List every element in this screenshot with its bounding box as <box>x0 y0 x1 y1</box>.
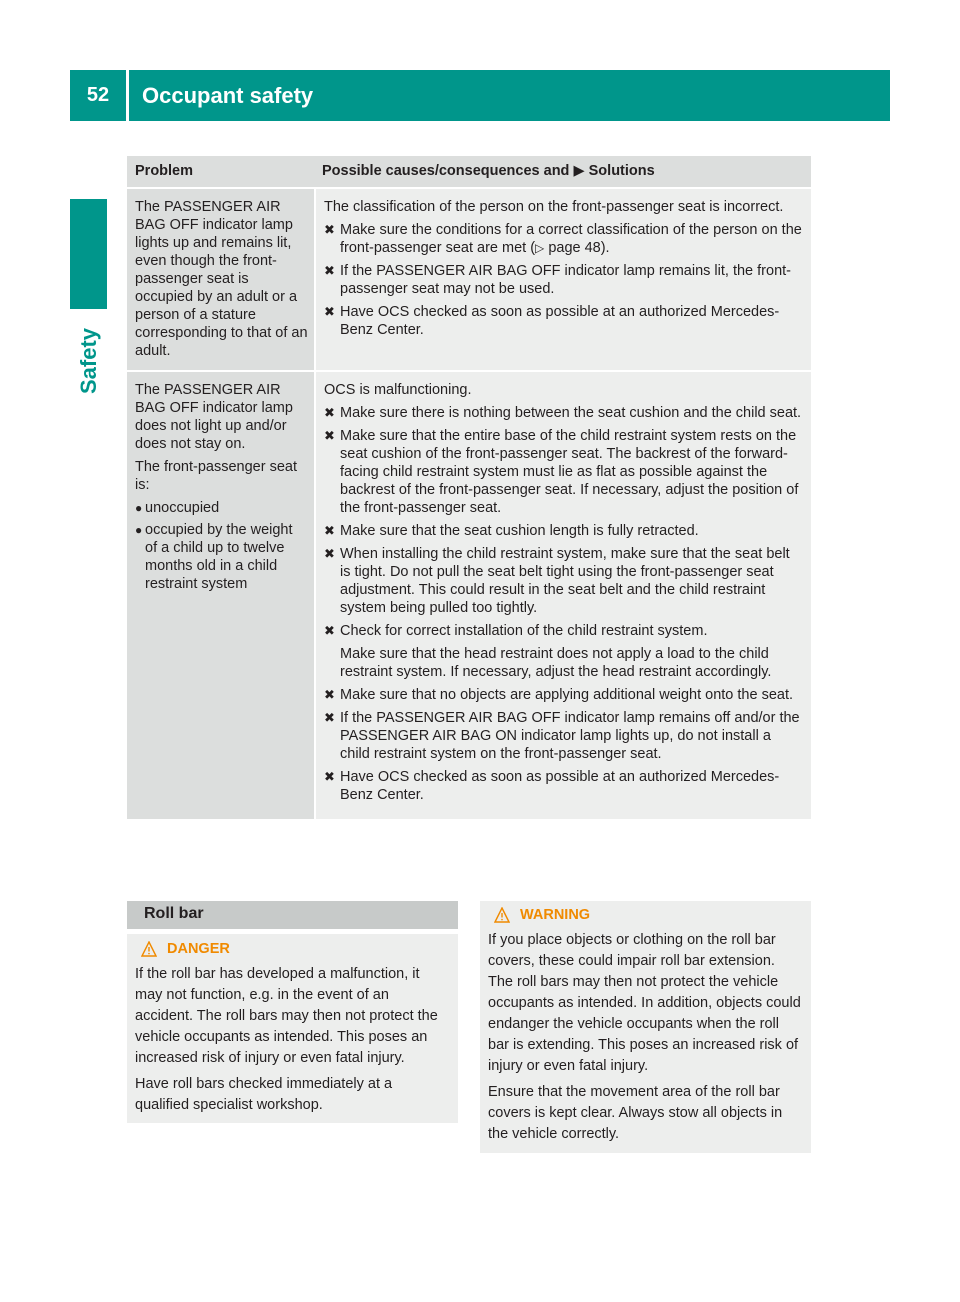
warning-triangle-icon <box>494 907 510 923</box>
page-ref-arrow-icon: ▷ <box>535 241 545 255</box>
step-text-post: page 48). <box>548 240 610 256</box>
cause-text: The classification of the person on the front-passenger seat is incorrect. <box>324 199 784 215</box>
step-arrow-icon: ✖ <box>324 428 335 443</box>
solution-step <box>324 686 803 704</box>
solution-step <box>324 622 803 640</box>
col-header-solutions-post: Solutions <box>588 163 655 179</box>
step-text-pre: Make sure the conditions for a correct classification of the person on the front-passenger seat are met ( <box>340 222 802 256</box>
problem-text: The front-passenger seat is: <box>135 459 298 493</box>
col-header-solutions <box>314 156 811 187</box>
bullet-icon: ● <box>135 501 143 515</box>
side-tab-label <box>70 316 107 406</box>
step-arrow-icon: ✖ <box>324 769 335 784</box>
problem-cell <box>127 372 314 819</box>
bullet-icon: ● <box>135 523 143 537</box>
step-text: When installing the child restraint system, make sure that the seat belt is tight. Do not pull the seat belt tight using the front-passenger seat adjustment. This could result in the seat belt and the child restraint system being pulled too tightly. <box>340 546 790 616</box>
problem-text: The PASSENGER AIR BAG OFF indicator lamp does not light up and/or does not stay on. <box>135 382 293 452</box>
step-text: Make sure there is nothing between the seat cushion and the child seat. <box>340 405 802 421</box>
solution-step <box>324 404 803 422</box>
step-text: Make sure that no objects are applying additional weight onto the seat. <box>340 687 794 703</box>
warning-triangle-icon <box>141 941 157 957</box>
warning-text: If you place objects or clothing on the roll bar covers, these could impair roll bar extension. The roll bars may then not protect the vehicle occupants as intended. In addition, objects could endanger the vehicle occupants when the roll bar is extending. This poses an increased risk of injury or even fatal injury. <box>488 932 801 1074</box>
step-text: Check for correct installation of the child restraint system. <box>340 623 708 639</box>
warning-box <box>480 901 811 1153</box>
step-arrow-icon: ✖ <box>324 304 335 319</box>
danger-label: DANGER <box>167 940 230 957</box>
danger-text: If the roll bar has developed a malfunction, it may not function, e.g. in the event of an accident. The roll bars may then not protect the vehicle occupants as intended. This poses an increased risk of injury or even fatal injury. <box>135 966 438 1066</box>
step-arrow-icon: ✖ <box>324 710 335 725</box>
bullet-text: occupied by the weight of a child up to twelve months old in a child restraint system <box>145 522 293 592</box>
step-text: If the PASSENGER AIR BAG OFF indicator lamp remains off and/or the PASSENGER AIR BAG ON indicator lamp lights up, do not install a child restraint system on the front-passenger seat. <box>340 710 800 762</box>
side-tab-text: Safety <box>75 327 101 395</box>
table-row <box>127 372 811 819</box>
step-text: If the PASSENGER AIR BAG OFF indicator lamp remains lit, the front-passenger seat may not be used. <box>340 263 791 297</box>
solution-step <box>324 221 803 257</box>
danger-box <box>127 934 458 1123</box>
solution-step <box>324 709 803 763</box>
step-arrow-icon: ✖ <box>324 523 335 538</box>
step-text: Have OCS checked as soon as possible at an authorized Mercedes-Benz Center. <box>340 769 780 803</box>
danger-header <box>135 938 450 960</box>
danger-text: Have roll bars checked immediately at a qualified specialist workshop. <box>135 1076 393 1113</box>
step-arrow-icon: ✖ <box>324 222 335 237</box>
solution-step <box>324 303 803 339</box>
solutions-cell <box>316 189 811 370</box>
step-text: Make sure that the entire base of the child restraint system rests on the seat cushion of the front-passenger seat. The backrest of the forward-facing child restraint system must lie as flat as possible against the backrest of the front-passenger seat. If necessary, adjust the position of the front-passenger seat. <box>340 428 799 516</box>
solution-step <box>324 545 803 617</box>
table-header <box>127 156 811 187</box>
page-number: 52 <box>86 84 110 106</box>
side-tab-marker <box>70 199 107 309</box>
step-arrow-icon: ✖ <box>324 546 335 561</box>
section-title: Occupant safety <box>142 83 314 108</box>
roll-bar-heading <box>127 901 458 929</box>
arrow-right-icon: ▶ <box>573 163 585 179</box>
solution-step <box>324 768 803 804</box>
step-text: Have OCS checked as soon as possible at an authorized Mercedes-Benz Center. <box>340 304 780 338</box>
solutions-cell <box>316 372 811 819</box>
solution-step <box>324 427 803 517</box>
step-arrow-icon: ✖ <box>324 687 335 702</box>
warning-label: WARNING <box>520 906 591 923</box>
col-header-problem: Problem <box>135 163 194 179</box>
warning-text: Ensure that the movement area of the roll bar covers is kept clear. Always stow all objects in the vehicle correctly. <box>488 1084 783 1142</box>
step-arrow-icon: ✖ <box>324 263 335 278</box>
step-note: Make sure that the head restraint does not apply a load to the child restraint system. If necessary, adjust the head restraint accordingly. <box>340 646 772 680</box>
warning-header <box>488 904 803 926</box>
step-text: Make sure that the seat cushion length is fully retracted. <box>340 523 699 539</box>
step-arrow-icon: ✖ <box>324 405 335 420</box>
header-separator <box>126 70 129 121</box>
bullet-text: unoccupied <box>145 500 220 516</box>
roll-bar-heading-text: Roll bar <box>144 905 204 922</box>
troubleshooting-table <box>127 156 811 821</box>
table-row <box>127 189 811 370</box>
list-item <box>135 499 308 517</box>
step-arrow-icon: ✖ <box>324 623 335 638</box>
col-header-solutions-pre: Possible causes/consequences and <box>322 163 570 179</box>
solution-step <box>324 522 803 540</box>
problem-cell: The PASSENGER AIR BAG OFF indicator lamp lights up and remains lit, even though the front-passenger seat is occupied by an adult or a person of a stature corresponding to that of an adult. <box>127 189 314 370</box>
cause-text: OCS is malfunctioning. <box>324 382 472 398</box>
list-item <box>135 521 308 593</box>
solution-step <box>324 262 803 298</box>
